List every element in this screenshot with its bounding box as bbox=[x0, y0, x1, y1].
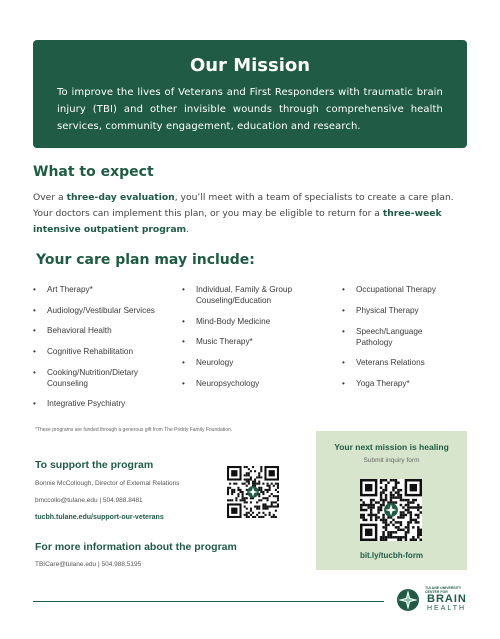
inquiry-panel bbox=[316, 431, 467, 570]
support-contact: Bonnie McCollough, Director of External Relations bbox=[35, 480, 180, 487]
mission-panel bbox=[33, 40, 467, 148]
info-title: For more information about the program bbox=[35, 541, 237, 553]
support-title: To support the program bbox=[35, 459, 154, 471]
care-item: • Audiology/Vestibular Services bbox=[33, 305, 183, 316]
expect-bold-evaluation: three-day evaluation bbox=[66, 192, 175, 203]
care-item: • Cognitive Rehabilitation bbox=[33, 346, 183, 357]
expect-text-3: . bbox=[186, 224, 190, 235]
care-item: • Veterans Relations bbox=[342, 357, 472, 368]
mission-title: Our Mission bbox=[189, 55, 311, 76]
expect-text-1: Over a bbox=[33, 192, 67, 203]
support-link[interactable]: tucbh.tulane.edu/support-our-veterans bbox=[35, 514, 164, 521]
care-plan-column-2 bbox=[182, 284, 332, 389]
expect-title: What to expect bbox=[33, 164, 154, 180]
care-item: • Occupational Therapy bbox=[342, 284, 472, 295]
info-email-phone[interactable]: TBICare@tulane.edu | 504.988.5195 bbox=[35, 561, 142, 568]
care-item: • Mind-Body Medicine bbox=[182, 316, 332, 327]
qr-code-icon[interactable] bbox=[227, 466, 279, 518]
logo-small-text: TULANE UNIVERSITY CENTER FOR bbox=[425, 586, 462, 594]
care-item: • Cooking/Nutrition/Dietary Counseling bbox=[33, 367, 143, 389]
logo-brain-text: BRAIN bbox=[427, 593, 467, 605]
care-item: • Yoga Therapy* bbox=[342, 378, 472, 389]
qr-code-icon[interactable] bbox=[360, 479, 422, 541]
care-plan-title: Your care plan may include: bbox=[36, 252, 255, 268]
logo-health-text: HEALTH bbox=[427, 605, 467, 612]
care-item: • Integrative Psychiatry bbox=[33, 398, 183, 409]
care-item: • Individual, Family & Group Couseling/Education bbox=[182, 284, 332, 306]
compass-star-icon bbox=[396, 588, 420, 612]
care-item: • Neurology bbox=[182, 357, 332, 368]
care-item: • Speech/Language Pathology bbox=[342, 326, 432, 348]
support-email-phone[interactable]: bmccollo@tulane.edu | 504.988.8481 bbox=[35, 497, 143, 504]
footnote: *These programs are funded through a generous gift from The Priddy Family Foundation. bbox=[35, 427, 233, 433]
care-item: • Neuropsychology bbox=[182, 378, 332, 389]
care-item: • Physical Therapy bbox=[342, 305, 472, 316]
expect-bold-program: three-week intensive outpatient program bbox=[33, 208, 442, 235]
inquiry-link[interactable]: bit.ly/tucbh-form bbox=[359, 551, 424, 560]
care-item: • Music Therapy* bbox=[182, 336, 332, 347]
inquiry-title: Your next mission is healing bbox=[334, 442, 449, 452]
mission-body: To improve the lives of Veterans and First Responders with traumatic brain injury (TBI) and other invisible wounds through comprehensive health services, community engagement, education and research. bbox=[57, 87, 443, 132]
care-plan-column-3 bbox=[342, 284, 472, 389]
footer-rule bbox=[33, 601, 384, 602]
care-item: • Art Therapy* bbox=[33, 284, 183, 295]
expect-body bbox=[33, 190, 469, 238]
tulane-brain-health-logo bbox=[396, 585, 472, 615]
expect-text-2: , you’ll meet with a team of specialists to create a care plan. Your doctors can implement this plan, or you may be eligible to return for a bbox=[33, 192, 454, 219]
inquiry-subtitle: Submit inquiry form bbox=[363, 457, 420, 464]
care-item: • Behavioral Health bbox=[33, 325, 183, 336]
care-plan-column-1 bbox=[33, 284, 183, 409]
